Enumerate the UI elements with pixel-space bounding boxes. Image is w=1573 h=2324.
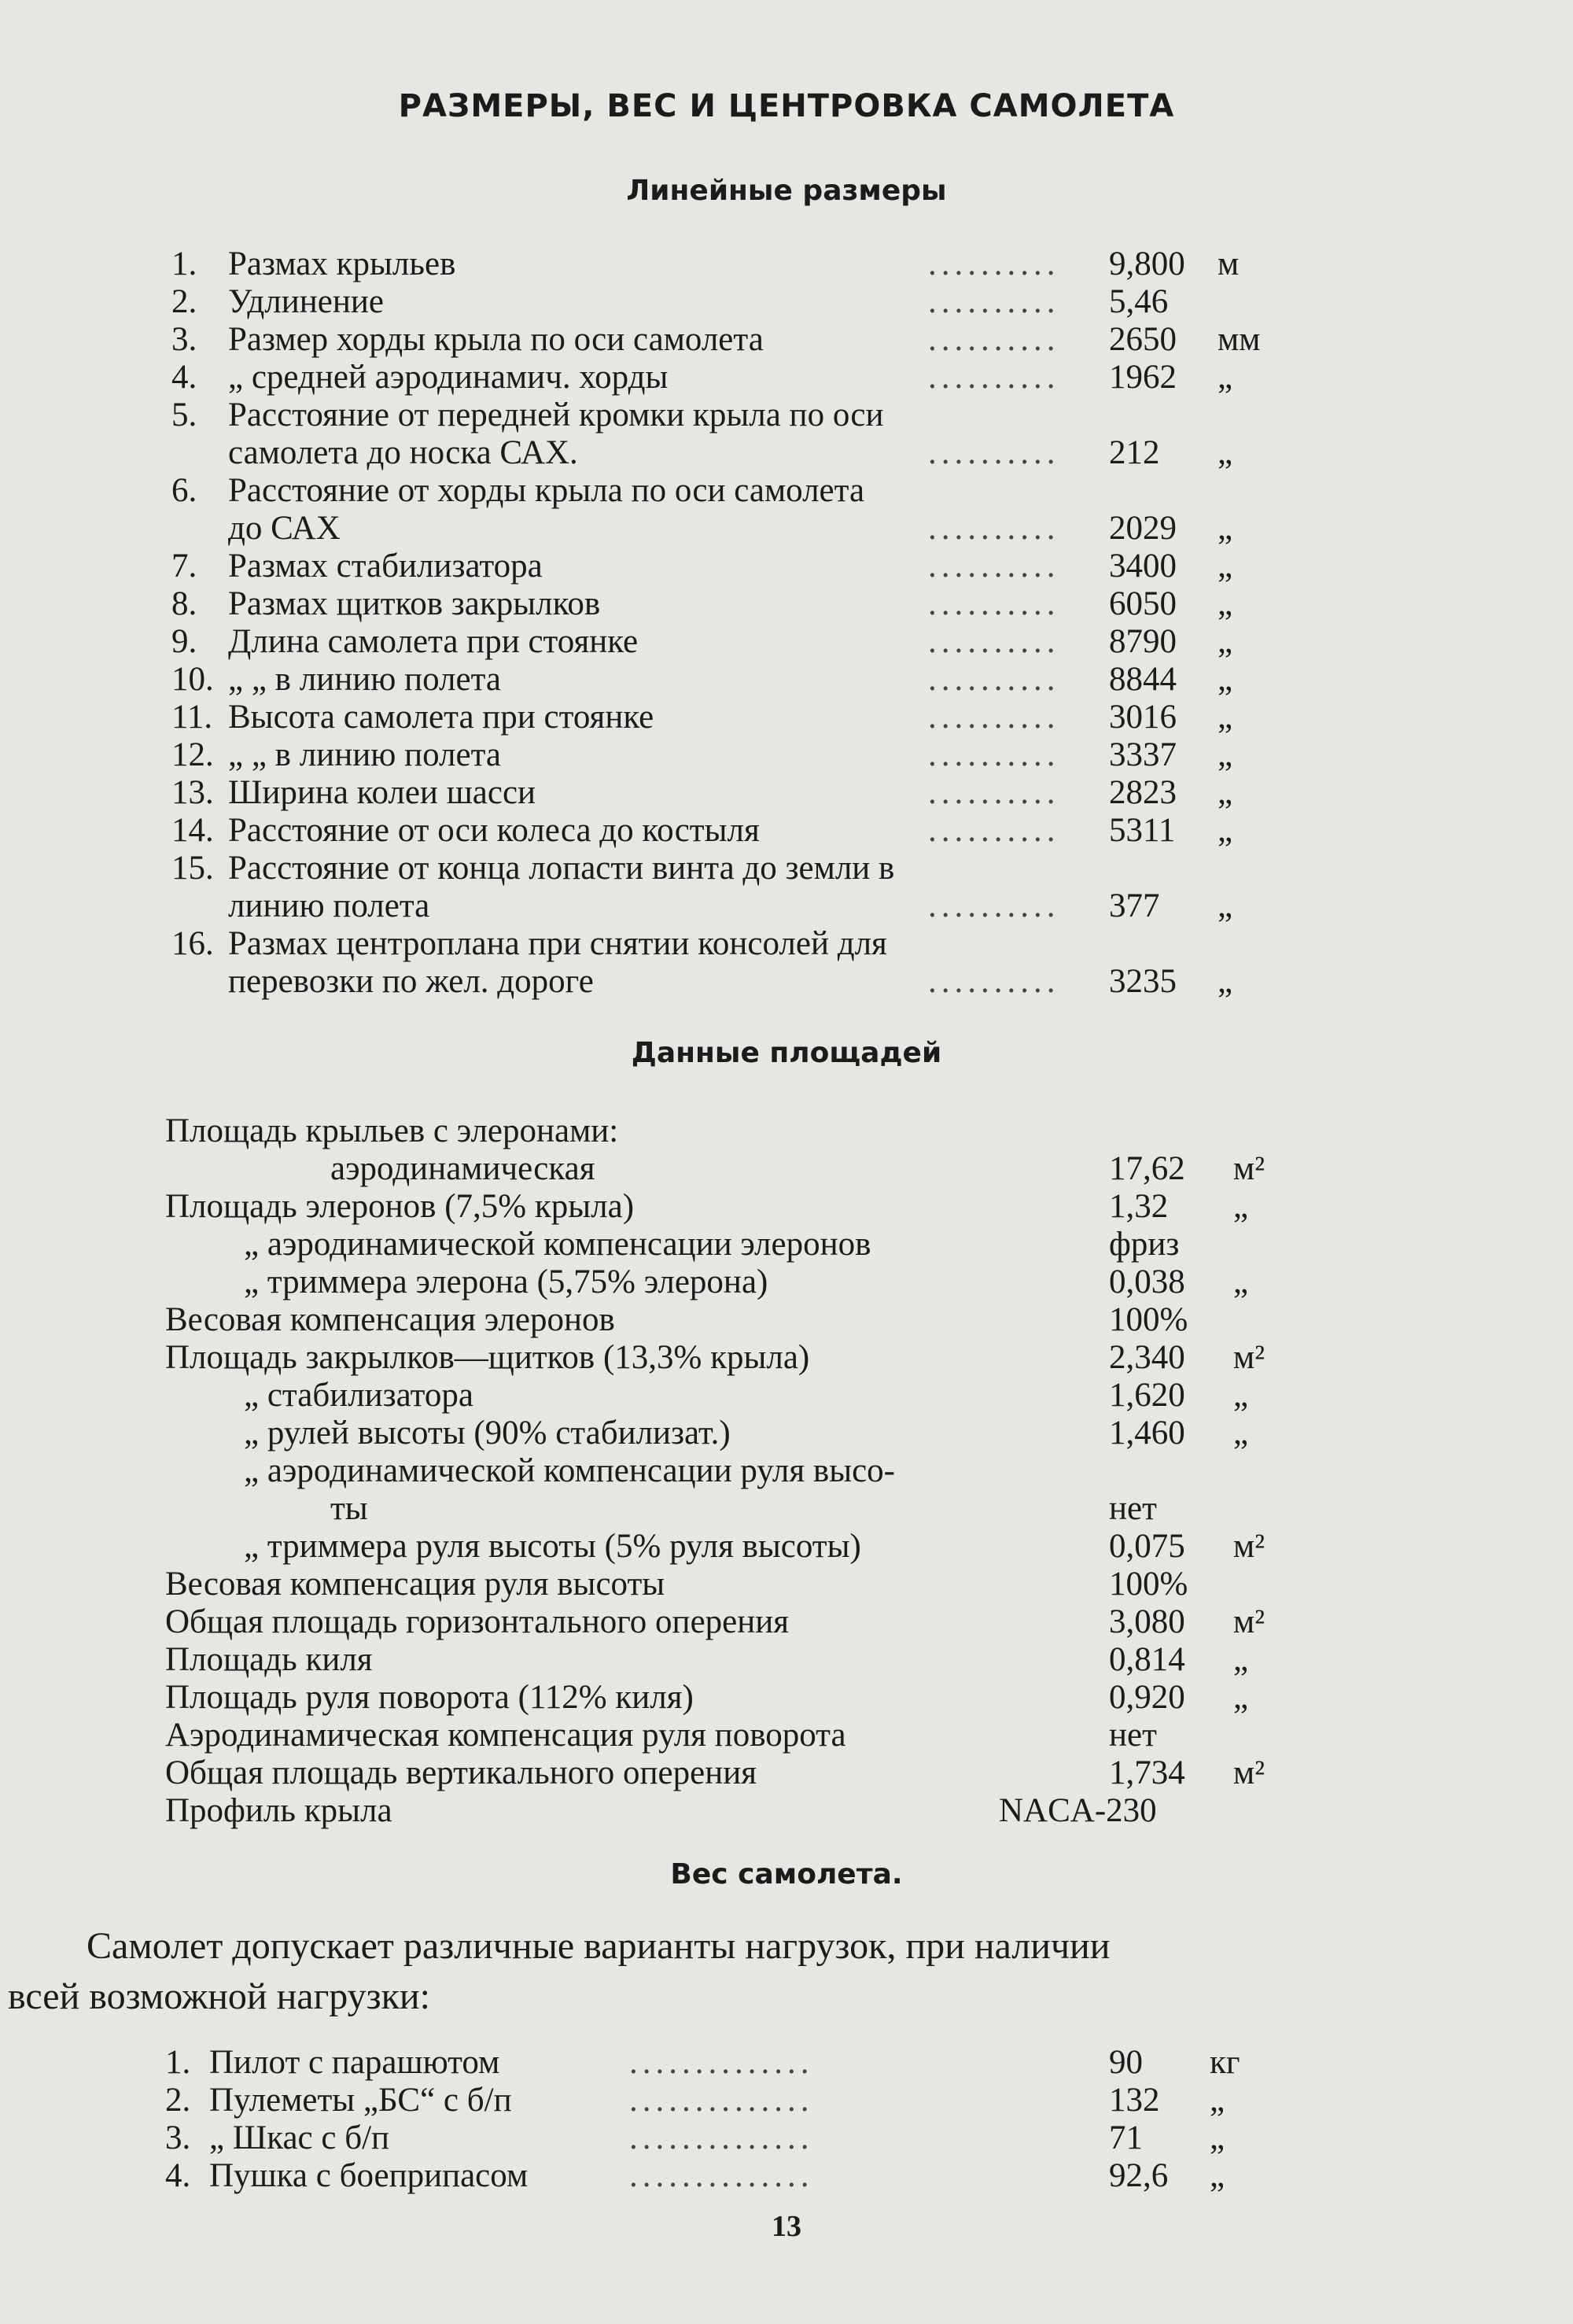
leader-dots: .............. (629, 2119, 814, 2156)
area-unit: „ (1233, 1188, 1249, 1225)
item-number: 6. (171, 472, 197, 509)
item-unit: „ (1218, 812, 1233, 849)
leader-dots: .......... (928, 887, 1060, 924)
area-unit: м² (1233, 1150, 1265, 1187)
leader-dots: .......... (928, 283, 1060, 320)
list-item (0, 1452, 1573, 1490)
list-item (0, 774, 1573, 812)
area-label: „ стабилизатора (244, 1377, 473, 1414)
item-unit: м (1218, 245, 1240, 282)
item-unit: „ (1218, 736, 1233, 773)
item-value: 71 (1109, 2119, 1143, 2156)
area-label: „ триммера элерона (5,75% элерона) (244, 1263, 768, 1300)
area-label: „ рулей высоты (90% стабилизат.) (244, 1415, 731, 1452)
leader-dots: .......... (928, 245, 1060, 282)
list-item (0, 1226, 1573, 1263)
area-label: ты (330, 1490, 368, 1527)
paragraph-line: всей возможной нагрузки: (8, 1975, 430, 2017)
area-unit: м² (1233, 1528, 1265, 1565)
item-unit: „ (1218, 434, 1233, 471)
leader-dots: .......... (928, 359, 1060, 396)
item-number: 1. (171, 245, 197, 282)
item-number: 2. (165, 2082, 191, 2119)
item-unit: „ (1218, 963, 1233, 1000)
item-label: Размах стабилизатора (228, 548, 543, 585)
list-item (0, 963, 1573, 1001)
item-label: Высота самолета при стоянке (228, 699, 654, 736)
item-value: 132 (1109, 2082, 1160, 2119)
item-label: „ Шкас с б/п (209, 2119, 390, 2156)
list-item (0, 887, 1573, 925)
area-label: Площадь закрылков—щитков (13,3% крыла) (165, 1339, 810, 1376)
item-value: 8790 (1109, 623, 1177, 660)
item-number: 5. (171, 397, 197, 433)
area-value: 1,620 (1109, 1377, 1185, 1414)
area-value: NACA-230 (999, 1792, 1157, 1829)
area-value: 2,340 (1109, 1339, 1185, 1376)
item-label: Размах щитков закрылков (228, 585, 601, 622)
leader-dots: .......... (928, 548, 1060, 585)
item-number: 1. (165, 2044, 191, 2081)
list-item (0, 472, 1573, 510)
item-label: Расстояние от передней кромки крыла по оси (228, 397, 884, 433)
list-item (0, 397, 1573, 434)
list-item (0, 1188, 1573, 1226)
item-number: 15. (171, 850, 214, 887)
list-item (0, 510, 1573, 548)
item-label: Пулеметы „БС“ с б/п (209, 2082, 512, 2119)
area-label: Аэродинамическая компенсация руля поворота (165, 1717, 846, 1754)
item-unit: „ (1218, 887, 1233, 924)
leader-dots: .......... (928, 623, 1060, 660)
list-item (0, 434, 1573, 472)
list-item (0, 1301, 1573, 1339)
leader-dots: .......... (928, 321, 1060, 358)
area-unit: м² (1233, 1754, 1265, 1791)
area-value: нет (1109, 1490, 1157, 1527)
list-item (0, 2044, 1573, 2082)
item-label: линию полета (228, 887, 430, 924)
list-item (0, 1603, 1573, 1641)
item-value: 5,46 (1109, 283, 1169, 320)
item-label: Расстояние от хорды крыла по оси самолета (228, 472, 865, 509)
item-value: 2029 (1109, 510, 1177, 547)
area-value: 3,080 (1109, 1603, 1185, 1640)
list-item (0, 245, 1573, 283)
item-label: до САХ (228, 510, 341, 547)
area-value: фриз (1109, 1226, 1180, 1263)
list-item (0, 661, 1573, 699)
leader-dots: .......... (928, 736, 1060, 773)
list-item (0, 1150, 1573, 1188)
list-item (0, 1679, 1573, 1717)
leader-dots: .......... (928, 585, 1060, 622)
item-label: „ средней аэродинамич. хорды (228, 359, 669, 396)
item-label: Удлинение (228, 283, 384, 320)
list-item (0, 1792, 1573, 1830)
item-label: Размер хорды крыла по оси самолета (228, 321, 764, 358)
item-number: 4. (165, 2157, 191, 2194)
area-label: Площадь киля (165, 1641, 373, 1678)
page-title: РАЗМЕРЫ, ВЕС И ЦЕНТРОВКА САМОЛЕТА (398, 88, 1175, 124)
item-label: Пилот с парашютом (209, 2044, 500, 2081)
item-unit: „ (1218, 359, 1233, 396)
list-item (0, 2082, 1573, 2119)
leader-dots: .......... (928, 963, 1060, 1000)
area-unit: „ (1233, 1679, 1249, 1716)
item-unit: кг (1210, 2044, 1240, 2081)
area-label: Общая площадь горизонтального оперения (165, 1603, 790, 1640)
area-unit: „ (1233, 1377, 1249, 1414)
area-value: 1,32 (1109, 1188, 1169, 1225)
item-value: 2650 (1109, 321, 1177, 358)
item-number: 4. (171, 359, 197, 396)
area-label: аэродинамическая (330, 1150, 595, 1187)
list-item (0, 1754, 1573, 1792)
item-unit: „ (1218, 774, 1233, 811)
item-number: 14. (171, 812, 214, 849)
leader-dots: .......... (928, 434, 1060, 471)
item-unit: „ (1218, 510, 1233, 547)
area-label: „ аэродинамической компенсации руля высо- (244, 1452, 896, 1489)
item-label: Ширина колеи шасси (228, 774, 536, 811)
leader-dots: .............. (629, 2082, 814, 2119)
list-item (0, 1263, 1573, 1301)
list-item (0, 850, 1573, 887)
area-unit: м² (1233, 1603, 1265, 1640)
item-unit: „ (1218, 585, 1233, 622)
list-item (0, 1641, 1573, 1679)
paragraph-line: Самолет допускает различные варианты нагрузок, при наличии (87, 1925, 1111, 1967)
intro-paragraph (0, 1921, 1573, 2022)
section-heading-areas: Данные площадей (631, 1037, 942, 1069)
list-item (0, 1339, 1573, 1377)
area-value: 0,038 (1109, 1263, 1185, 1300)
list-item (0, 1112, 1573, 1150)
list-item (0, 1717, 1573, 1754)
item-number: 10. (171, 661, 214, 698)
item-value: 5311 (1109, 812, 1176, 849)
area-label: „ триммера руля высоты (5% руля высоты) (244, 1528, 861, 1565)
area-label: „ аэродинамической компенсации элеронов (244, 1226, 871, 1263)
area-unit: „ (1233, 1263, 1249, 1300)
leader-dots: .......... (928, 699, 1060, 736)
item-number: 9. (171, 623, 197, 660)
item-value: 3337 (1109, 736, 1177, 773)
item-value: 9,800 (1109, 245, 1185, 282)
area-unit: м² (1233, 1339, 1265, 1376)
area-label: Профиль крыла (165, 1792, 392, 1829)
item-value: 3235 (1109, 963, 1177, 1000)
item-number: 8. (171, 585, 197, 622)
area-value: 0,075 (1109, 1528, 1185, 1565)
item-unit: „ (1218, 548, 1233, 585)
item-value: 2823 (1109, 774, 1177, 811)
item-number: 13. (171, 774, 214, 811)
list-item (0, 1566, 1573, 1603)
item-value: 8844 (1109, 661, 1177, 698)
item-number: 7. (171, 548, 197, 585)
item-unit: „ (1218, 623, 1233, 660)
area-value: 1,734 (1109, 1754, 1185, 1791)
item-number: 3. (171, 321, 197, 358)
item-unit: мм (1218, 321, 1261, 358)
item-label: Размах центроплана при снятии консолей для (228, 925, 887, 962)
list-item (0, 548, 1573, 585)
item-label: Длина самолета при стоянке (228, 623, 639, 660)
item-unit: „ (1210, 2157, 1225, 2194)
item-unit: „ (1218, 699, 1233, 736)
page-number: 13 (772, 2210, 801, 2243)
area-unit: „ (1233, 1415, 1249, 1452)
item-label: Расстояние от оси колеса до костыля (228, 812, 760, 849)
item-label: самолета до носка САХ. (228, 434, 578, 471)
item-value: 90 (1109, 2044, 1143, 2081)
leader-dots: .......... (928, 812, 1060, 849)
list-item (0, 623, 1573, 661)
item-value: 3400 (1109, 548, 1177, 585)
area-value: нет (1109, 1717, 1157, 1754)
list-item (0, 283, 1573, 321)
leader-dots: .......... (928, 774, 1060, 811)
list-item (0, 359, 1573, 397)
list-item (0, 321, 1573, 359)
item-label: Размах крыльев (228, 245, 456, 282)
area-label: Весовая компенсация руля высоты (165, 1566, 665, 1603)
area-label: Общая площадь вертикального оперения (165, 1754, 757, 1791)
list-item (0, 2157, 1573, 2195)
area-value: 1,460 (1109, 1415, 1185, 1452)
item-label: „ „ в линию полета (228, 736, 501, 773)
list-item (0, 1377, 1573, 1415)
area-label: Площадь элеронов (7,5% крыла) (165, 1188, 635, 1225)
list-item (0, 1528, 1573, 1566)
item-number: 16. (171, 925, 214, 962)
item-value: 3016 (1109, 699, 1177, 736)
item-value: 6050 (1109, 585, 1177, 622)
list-item (0, 1415, 1573, 1452)
list-item (0, 699, 1573, 736)
leader-dots: .............. (629, 2044, 814, 2081)
area-label: Площадь крыльев с элеронами: (165, 1112, 619, 1149)
item-label: Расстояние от конца лопасти винта до земли в (228, 850, 895, 887)
list-item (0, 812, 1573, 850)
area-value: 100% (1109, 1566, 1188, 1603)
item-number: 12. (171, 736, 214, 773)
item-label: перевозки по жел. дороге (228, 963, 594, 1000)
item-unit: „ (1210, 2119, 1225, 2156)
area-label: Весовая компенсация элеронов (165, 1301, 615, 1338)
list-item (0, 736, 1573, 774)
item-value: 212 (1109, 434, 1160, 471)
item-unit: „ (1210, 2082, 1225, 2119)
item-number: 3. (165, 2119, 191, 2156)
item-number: 2. (171, 283, 197, 320)
item-number: 11. (171, 699, 213, 736)
leader-dots: .......... (928, 510, 1060, 547)
area-unit: „ (1233, 1641, 1249, 1678)
section-heading-weight: Вес самолета. (670, 1858, 903, 1891)
list-item (0, 1490, 1573, 1528)
leader-dots: .............. (629, 2157, 814, 2194)
leader-dots: .......... (928, 661, 1060, 698)
area-value: 0,920 (1109, 1679, 1185, 1716)
area-value: 100% (1109, 1301, 1188, 1338)
area-label: Площадь руля поворота (112% киля) (165, 1679, 694, 1716)
list-item (0, 585, 1573, 623)
area-value: 17,62 (1109, 1150, 1185, 1187)
list-item (0, 2119, 1573, 2157)
item-label: Пушка с боеприпасом (209, 2157, 529, 2194)
section-heading-linear: Линейные размеры (626, 175, 947, 207)
item-value: 377 (1109, 887, 1160, 924)
item-label: „ „ в линию полета (228, 661, 501, 698)
list-item (0, 925, 1573, 963)
area-value: 0,814 (1109, 1641, 1185, 1678)
item-value: 92,6 (1109, 2157, 1169, 2194)
item-unit: „ (1218, 661, 1233, 698)
item-value: 1962 (1109, 359, 1177, 396)
